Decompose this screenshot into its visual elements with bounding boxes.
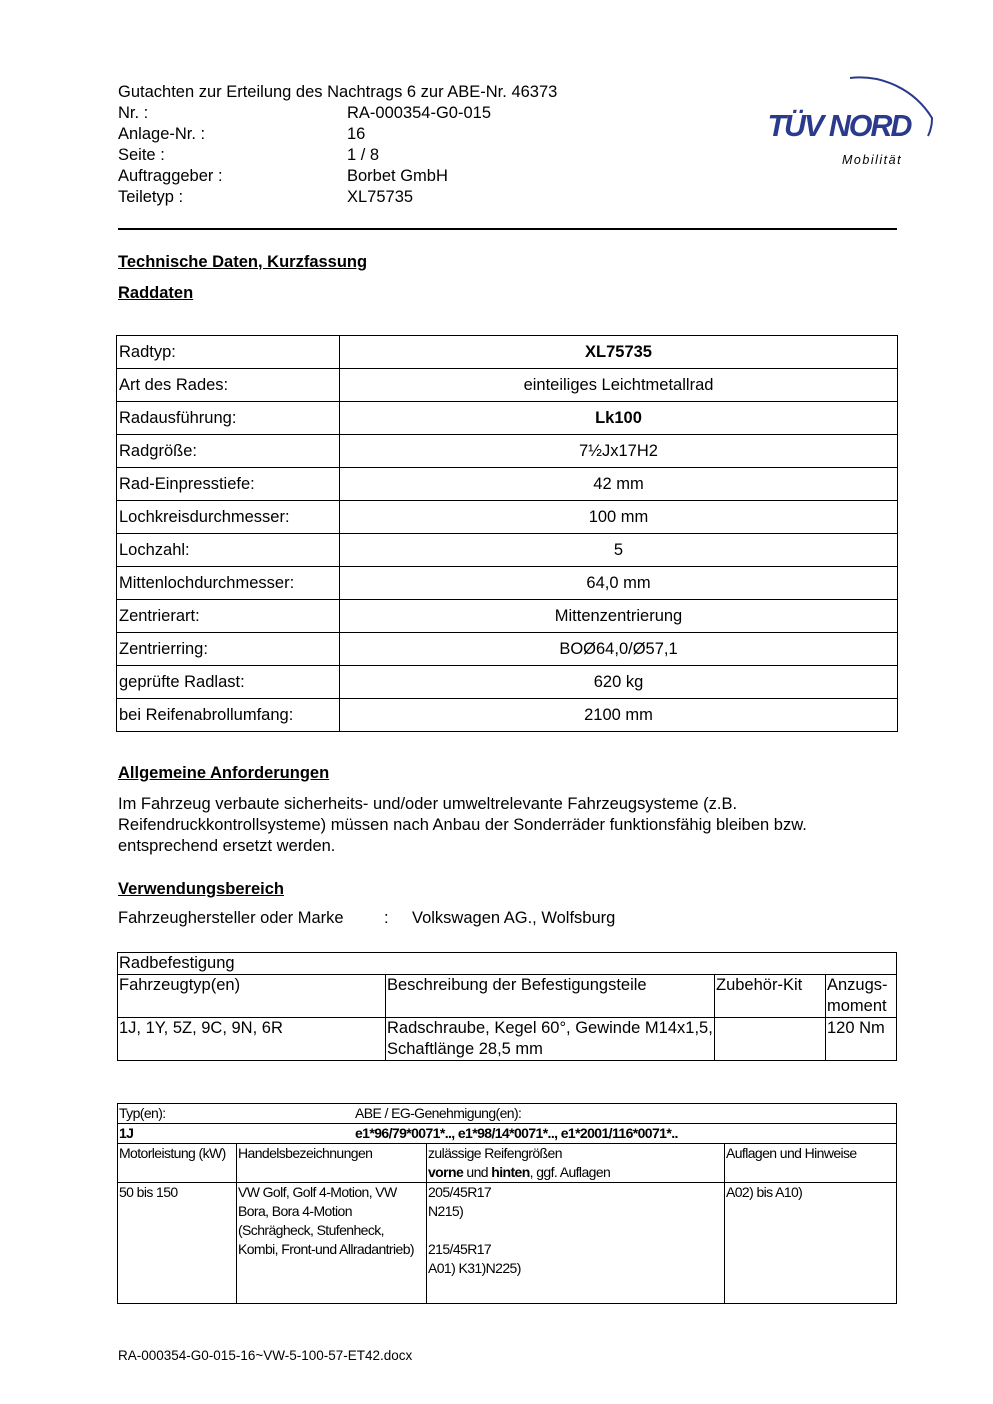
logo-subtitle: Mobilität: [842, 153, 903, 167]
tuv-nord-logo: [760, 58, 940, 168]
table-row: Lochkreisdurchmesser: 100 mm: [117, 501, 898, 534]
header-field-nr: Nr. : RA-000354-G0-015: [118, 104, 492, 122]
section-technische-daten: Technische Daten, Kurzfassung: [118, 253, 368, 271]
table-row: Radausführung: Lk100: [117, 402, 898, 435]
table-row: geprüfte Radlast: 620 kg: [117, 666, 898, 699]
table-row: Motorleistung (kW) Handelsbezeichnungen zulässige Reifengrößen vorne und hinten, ggf. Auflagen Auflagen und Hinweise: [118, 1144, 897, 1183]
typ-table: [117, 1103, 897, 1304]
section-allgemeine-anforderungen: Allgemeine Anforderungen: [118, 764, 330, 782]
table-row: 50 bis 150 VW Golf, Golf 4-Motion, VW Bora, Bora 4-Motion (Schrägheck, Stufenheck, Kombi, Front-und Allradantrieb) 205/45R17 N215) 215/45R17 A01) K31)N225) A02) bis A10): [118, 1183, 897, 1304]
fahrzeughersteller-line: Fahrzeughersteller oder Marke : Volkswagen AG., Wolfsburg: [118, 909, 616, 927]
header-field-seite: Seite : 1 / 8: [118, 146, 380, 164]
table-row: Typ(en): ABE / EG-Genehmigung(en):: [118, 1104, 897, 1124]
table-row: Radtyp: XL75735: [117, 336, 898, 369]
table-row: Art des Rades: einteiliges Leichtmetallrad: [117, 369, 898, 402]
table-row: 1J, 1Y, 5Z, 9C, 9N, 6R Radschraube, Kegel 60°, Gewinde M14x1,5, Schaftlänge 28,5 mm 120 Nm: [118, 1018, 897, 1061]
table-row: 1J e1*96/79*0071*.., e1*98/14*0071*.., e1*2001/116*0071*..: [118, 1124, 897, 1144]
table-row: Radgröße: 7½Jx17H2: [117, 435, 898, 468]
table-row: Zentrierring: BOØ64,0/Ø57,1: [117, 633, 898, 666]
header-field-teiletyp: Teiletyp : XL75735: [118, 188, 414, 206]
footer-filename: RA-000354-G0-015-16~VW-5-100-57-ET42.docx: [118, 1348, 413, 1363]
table-row: Zentrierart: Mittenzentrierung: [117, 600, 898, 633]
header-field-anlage: Anlage-Nr. : 16: [118, 125, 366, 143]
radbefestigung-table: [117, 952, 897, 1061]
document-header: [118, 82, 557, 208]
section-verwendungsbereich: Verwendungsbereich: [118, 880, 284, 898]
allgemeine-text: Im Fahrzeug verbaute sicherheits- und/oder umweltrelevante Fahrzeugsysteme (z.B. Reifendruckkontrollsysteme) müssen nach Anbau der Sonderräder funktionsfähig bleiben bzw. entsprechend ersetzt werden.: [118, 795, 807, 855]
raddaten-table: [116, 335, 898, 732]
table-row: Fahrzeugtyp(en) Beschreibung der Befestigungsteile Zubehör-Kit Anzugs-moment: [118, 975, 897, 1018]
table-row: Rad-Einpresstiefe: 42 mm: [117, 468, 898, 501]
header-field-auftraggeber: Auftraggeber : Borbet GmbH: [118, 167, 448, 185]
document-title: Gutachten zur Erteilung des Nachtrags 6 zur ABE-Nr. 46373: [118, 83, 558, 101]
header-divider: [118, 228, 897, 230]
table-row: bei Reifenabrollumfang: 2100 mm: [117, 699, 898, 732]
logo-wordmark: TÜV NORD: [767, 108, 911, 143]
table-row: Mittenlochdurchmesser: 64,0 mm: [117, 567, 898, 600]
table-row: Lochzahl: 5: [117, 534, 898, 567]
table-row: Radbefestigung: [118, 953, 897, 975]
section-raddaten: Raddaten: [118, 284, 194, 302]
